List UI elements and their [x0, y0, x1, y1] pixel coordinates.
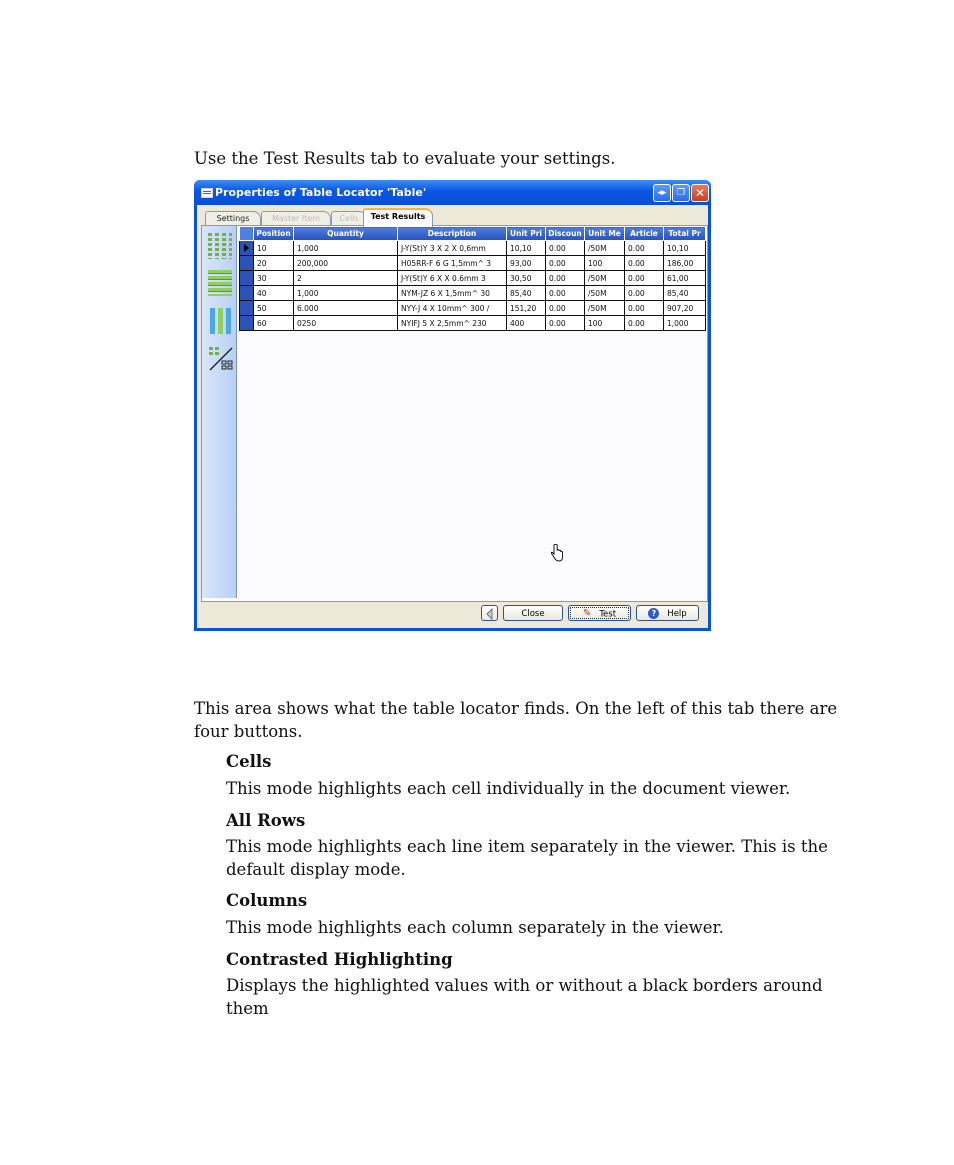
table-cell[interactable]: NYY-J 4 X 10mm^ 300 / [398, 301, 507, 316]
help-context-icon[interactable]: ◂▸ [653, 184, 671, 202]
restore-icon[interactable]: ❐ [672, 184, 690, 202]
table-cell[interactable]: 61,00 [664, 271, 706, 286]
test-results-panel [201, 225, 708, 602]
column-header[interactable]: Unit Pri [507, 227, 546, 241]
test-button[interactable] [568, 605, 631, 621]
table-cell[interactable]: 200,000 [294, 256, 398, 271]
desc-columns: This mode highlights each column separately in the viewer. [226, 918, 724, 937]
table-cell[interactable]: 0.00 [625, 316, 664, 331]
close-icon[interactable]: ✕ [691, 184, 709, 202]
table-cell[interactable]: J-Y(St)Y 3 X 2 X 0,6mm [398, 241, 507, 256]
table-cell[interactable]: 0.00 [546, 256, 585, 271]
term-contrasted-highlighting: Contrasted Highlighting [226, 950, 453, 969]
table-cell[interactable]: 50 [254, 301, 294, 316]
column-header[interactable]: Total Pr [664, 227, 706, 241]
term-columns: Columns [226, 891, 308, 910]
close-button[interactable]: Close [503, 605, 563, 621]
dialog-titlebar[interactable] [194, 180, 711, 205]
table-cell[interactable]: 1,000 [294, 241, 398, 256]
current-row-arrow-icon [244, 244, 249, 252]
column-header[interactable]: Description [398, 227, 507, 241]
table-cell[interactable]: 0.00 [546, 301, 585, 316]
table-row[interactable] [240, 241, 706, 256]
table-cell[interactable]: /50M [585, 301, 625, 316]
table-cell[interactable]: 10,10 [507, 241, 546, 256]
table-row[interactable] [240, 301, 706, 316]
desc-all-rows: This mode highlights each line item separately in the viewer. This is the default display mode. [226, 837, 828, 879]
table-cell[interactable]: NYM-JZ 6 X 1,5mm^ 30 [398, 286, 507, 301]
table-cell[interactable]: 151,20 [507, 301, 546, 316]
tab-master-item[interactable]: Master Item [261, 211, 331, 226]
desc-contrasted-highlighting: Displays the highlighted values with or without a black borders around them [226, 976, 823, 1018]
table-cell[interactable]: 85,40 [664, 286, 706, 301]
help-button[interactable] [636, 605, 699, 621]
table-cell[interactable]: 100 [585, 316, 625, 331]
table-app-icon [201, 188, 213, 198]
column-header[interactable]: Discoun [546, 227, 585, 241]
table-cell[interactable]: 907,20 [664, 301, 706, 316]
table-cell[interactable]: 400 [507, 316, 546, 331]
table-cell[interactable]: 186,00 [664, 256, 706, 271]
table-row[interactable] [240, 256, 706, 271]
test-pen-icon: ✎ [582, 608, 592, 619]
row-selector[interactable] [240, 286, 254, 301]
table-cell[interactable]: 93,00 [507, 256, 546, 271]
table-cell[interactable]: 0.00 [546, 316, 585, 331]
dialog-title: Properties of Table Locator 'Table' [215, 186, 427, 199]
table-cell[interactable]: 40 [254, 286, 294, 301]
mode-toolbar [202, 226, 237, 598]
table-cell[interactable]: 30,50 [507, 271, 546, 286]
tab-test-results[interactable]: Test Results [363, 208, 433, 227]
table-cell[interactable]: 0.00 [546, 271, 585, 286]
column-header[interactable]: Unit Me [585, 227, 625, 241]
table-cell[interactable]: 85,40 [507, 286, 546, 301]
table-cell[interactable]: 2 [294, 271, 398, 286]
table-cell[interactable]: /50M [585, 241, 625, 256]
table-cell[interactable]: 0.00 [625, 271, 664, 286]
column-header[interactable]: Position [254, 227, 294, 241]
dialog-client [197, 205, 708, 628]
table-cell[interactable]: 100 [585, 256, 625, 271]
table-cell[interactable]: 0.00 [546, 286, 585, 301]
table-cell[interactable]: 6.000 [294, 301, 398, 316]
row-selector[interactable] [240, 301, 254, 316]
table-cell[interactable]: 0.00 [625, 286, 664, 301]
description-paragraph: This area shows what the table locator finds. On the left of this tab there are four buttons. [194, 699, 838, 741]
table-cell[interactable]: 1,000 [664, 316, 706, 331]
row-selector[interactable] [240, 316, 254, 331]
help-icon: ? [648, 608, 659, 619]
columns-mode-icon[interactable] [208, 308, 232, 334]
table-cell[interactable]: 0.00 [625, 241, 664, 256]
back-button[interactable] [481, 605, 498, 621]
table-cell[interactable]: 30 [254, 271, 294, 286]
test-button-label: Test [599, 609, 617, 620]
table-cell[interactable]: 1,000 [294, 286, 398, 301]
column-header[interactable]: Quantity [294, 227, 398, 241]
properties-dialog [194, 180, 711, 631]
table-cell[interactable]: 10 [254, 241, 294, 256]
column-header[interactable]: Article [625, 227, 664, 241]
table-cell[interactable]: 10,10 [664, 241, 706, 256]
table-cell[interactable]: NYIFJ 5 X 2,5mm^ 230 [398, 316, 507, 331]
table-cell[interactable]: 20 [254, 256, 294, 271]
table-cell[interactable]: /50M [585, 271, 625, 286]
term-cells: Cells [226, 752, 272, 771]
hand-cursor-icon [550, 544, 564, 566]
tab-settings[interactable]: Settings [205, 211, 261, 226]
contrasted-highlighting-icon[interactable] [208, 346, 232, 372]
table-cell[interactable]: 0.00 [546, 241, 585, 256]
desc-cells: This mode highlights each cell individually in the document viewer. [226, 779, 791, 798]
table-cell[interactable]: /50M [585, 286, 625, 301]
table-row[interactable] [240, 271, 706, 286]
table-cell[interactable]: 60 [254, 316, 294, 331]
table-row[interactable] [240, 316, 706, 331]
intro-text: Use the Test Results tab to evaluate your settings. [194, 149, 616, 168]
row-selector[interactable] [240, 256, 254, 271]
term-all-rows: All Rows [226, 811, 306, 830]
table-row[interactable] [240, 286, 706, 301]
row-selector[interactable] [240, 241, 254, 256]
help-button-label: Help [667, 609, 687, 619]
table-cell[interactable]: 0250 [294, 316, 398, 331]
table-cell[interactable]: 0.00 [625, 301, 664, 316]
row-selector-header [240, 227, 254, 241]
tab-cells[interactable]: Cells [331, 211, 367, 226]
results-table [239, 226, 706, 331]
table-cell[interactable]: J-Y(St)Y 6 X X 0.6mm 3 [398, 271, 507, 286]
back-arrow-icon [485, 608, 495, 620]
row-selector[interactable] [240, 271, 254, 286]
table-cell[interactable]: H05RR-F 6 G 1,5mm^ 3 [398, 256, 507, 271]
all-rows-mode-icon[interactable] [208, 270, 232, 296]
cells-mode-icon[interactable] [208, 233, 232, 259]
table-cell[interactable]: 0.00 [625, 256, 664, 271]
